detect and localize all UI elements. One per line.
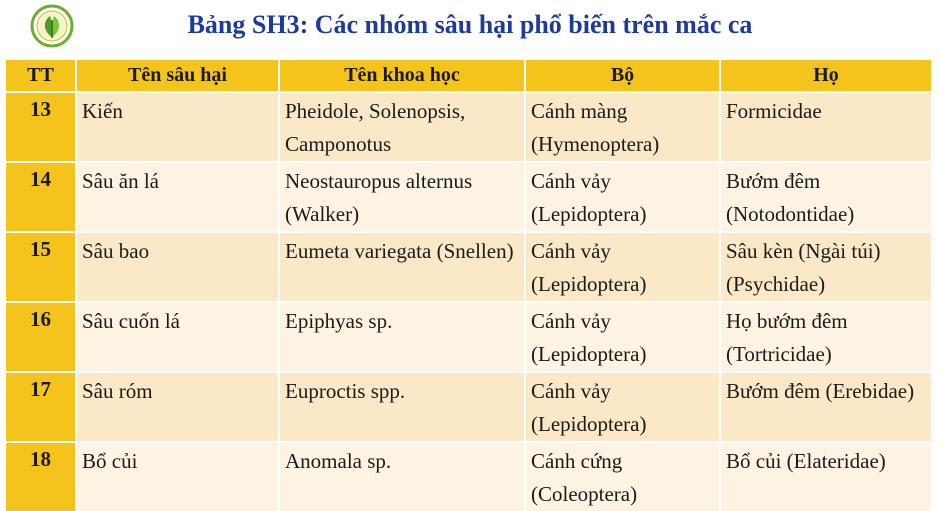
cell-pest-name: Sâu bao: [76, 232, 279, 302]
cell-tt: 15: [6, 232, 76, 302]
header-pest-name: Tên sâu hại: [76, 60, 279, 92]
page-title: Bảng SH3: Các nhóm sâu hại phổ biến trên mắc ca: [187, 10, 753, 39]
cell-tt: 17: [6, 372, 76, 442]
cell-pest-name: Sâu róm: [76, 372, 279, 442]
table-header-row: [6, 60, 932, 92]
header-tt: TT: [6, 60, 76, 92]
cell-family: Bướm đêm (Erebidae): [720, 372, 932, 442]
cell-pest-name: Bổ củi: [76, 442, 279, 511]
cell-order: Cánh vảy (Lepidoptera): [525, 162, 720, 232]
cell-tt: 18: [6, 442, 76, 511]
table-row: [6, 162, 932, 232]
cell-order: Cánh màng (Hymenoptera): [525, 92, 720, 162]
cell-pest-name: Sâu cuốn lá: [76, 302, 279, 372]
cell-order: Cánh vảy (Lepidoptera): [525, 372, 720, 442]
table-row: [6, 302, 932, 372]
cell-tt: 13: [6, 92, 76, 162]
header-family: Họ: [720, 60, 932, 92]
cell-tt: 14: [6, 162, 76, 232]
cell-family: Sâu kèn (Ngài túi) (Psychidae): [720, 232, 932, 302]
table-row: [6, 442, 932, 511]
cell-pest-name: Sâu ăn lá: [76, 162, 279, 232]
cell-family: Họ bướm đêm (Tortricidae): [720, 302, 932, 372]
cell-scientific-name: Eumeta variegata (Snellen): [279, 232, 525, 302]
table-row: [6, 92, 932, 162]
cell-scientific-name: Anomala sp.: [279, 442, 525, 511]
table-row: [6, 372, 932, 442]
table-row: [6, 232, 932, 302]
cell-order: Cánh cứng (Coleoptera): [525, 442, 720, 511]
cell-order: Cánh vảy (Lepidoptera): [525, 232, 720, 302]
cell-scientific-name: Pheidole, Solenopsis, Camponotus: [279, 92, 525, 162]
header-scientific-name: Tên khoa học: [279, 60, 525, 92]
cell-family: Bướm đêm (Notodontidae): [720, 162, 932, 232]
cell-family: Bổ củi (Elateridae): [720, 442, 932, 511]
cell-family: Formicidae: [720, 92, 932, 162]
cell-scientific-name: Neostauropus alternus (Walker): [279, 162, 525, 232]
cell-order: Cánh vảy (Lepidoptera): [525, 302, 720, 372]
cell-scientific-name: Euproctis spp.: [279, 372, 525, 442]
cell-pest-name: Kiến: [76, 92, 279, 162]
cell-scientific-name: Epiphyas sp.: [279, 302, 525, 372]
header-order: Bộ: [525, 60, 720, 92]
pest-table: [6, 60, 933, 511]
cell-tt: 16: [6, 302, 76, 372]
